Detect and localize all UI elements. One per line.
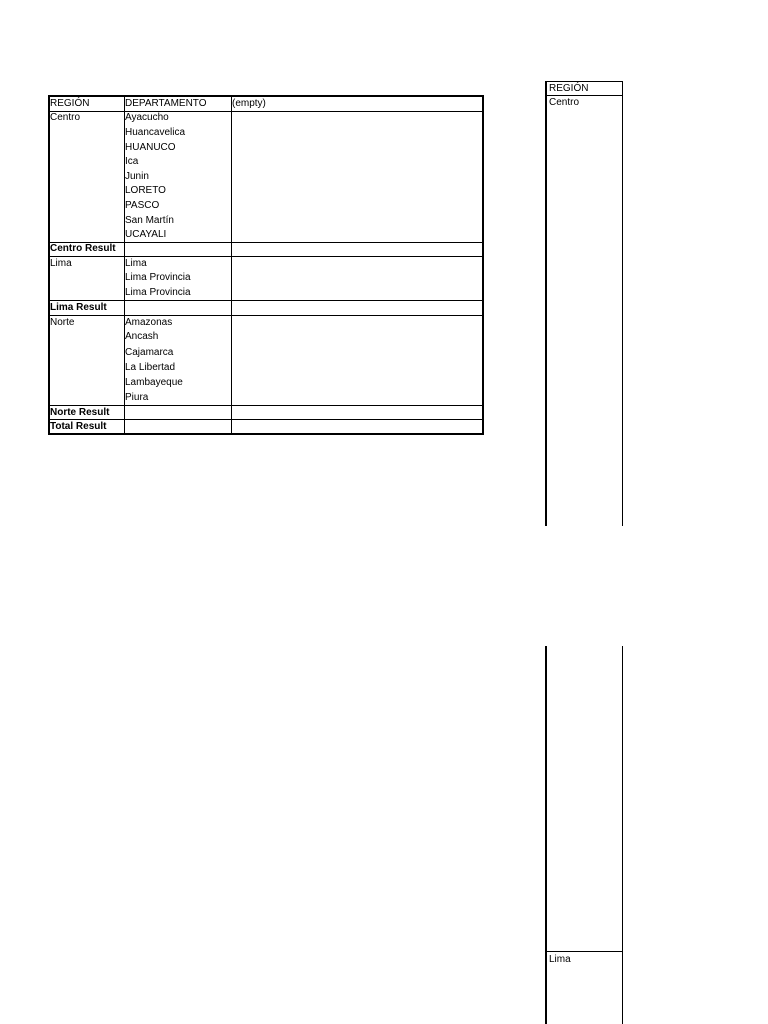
lima-result-divider: [50, 315, 482, 316]
result-lima: Lima Result: [50, 302, 107, 313]
dept-centro-1: Huancavelica: [125, 127, 186, 138]
column-divider-2: [231, 97, 232, 433]
dept-lima-1: Lima Provincia: [125, 272, 191, 283]
dept-centro-5: LORETO: [125, 185, 166, 196]
side-region-column-top: [545, 81, 623, 526]
result-norte: Norte Result: [50, 407, 110, 418]
header-divider: [50, 111, 482, 112]
side-region-column-bottom: [545, 646, 623, 1024]
dept-centro-3: Ica: [125, 156, 139, 167]
lima-divider: [50, 300, 482, 301]
header-empty: (empty): [232, 98, 266, 109]
dept-centro-6: PASCO: [125, 200, 160, 211]
dept-norte-4: Lambayeque: [125, 377, 183, 388]
dept-norte-1: Ancash: [125, 331, 159, 342]
side-lima-divider: [547, 951, 622, 952]
header-region: REGIÓN: [50, 98, 90, 109]
dept-centro-8: UCAYALI: [125, 229, 167, 240]
dept-norte-2: Cajamarca: [125, 347, 174, 358]
dept-lima-0: Lima: [125, 258, 147, 269]
result-centro: Centro Result: [50, 243, 116, 254]
dept-norte-0: Amazonas: [125, 317, 173, 328]
region-norte: Norte: [50, 317, 75, 328]
region-lima: Lima: [50, 258, 72, 269]
dept-centro-7: San Martín: [125, 215, 174, 226]
dept-centro-2: HUANUCO: [125, 142, 176, 153]
dept-centro-0: Ayacucho: [125, 112, 169, 123]
region-centro: Centro: [50, 112, 81, 123]
dept-lima-2: Lima Provincia: [125, 287, 191, 298]
norte-result-divider: [50, 419, 482, 420]
result-total: Total Result: [50, 421, 107, 432]
norte-divider: [50, 405, 482, 406]
side-value-centro: Centro: [549, 97, 580, 108]
side-value-lima: Lima: [549, 954, 571, 965]
pivot-table: [48, 95, 484, 435]
dept-centro-4: Junin: [125, 171, 149, 182]
header-departamento: DEPARTAMENTO: [125, 98, 207, 109]
dept-norte-5: Piura: [125, 392, 149, 403]
centro-result-divider: [50, 256, 482, 257]
dept-norte-3: La Libertad: [125, 362, 176, 373]
side-header-region: REGIÓN: [549, 83, 589, 94]
